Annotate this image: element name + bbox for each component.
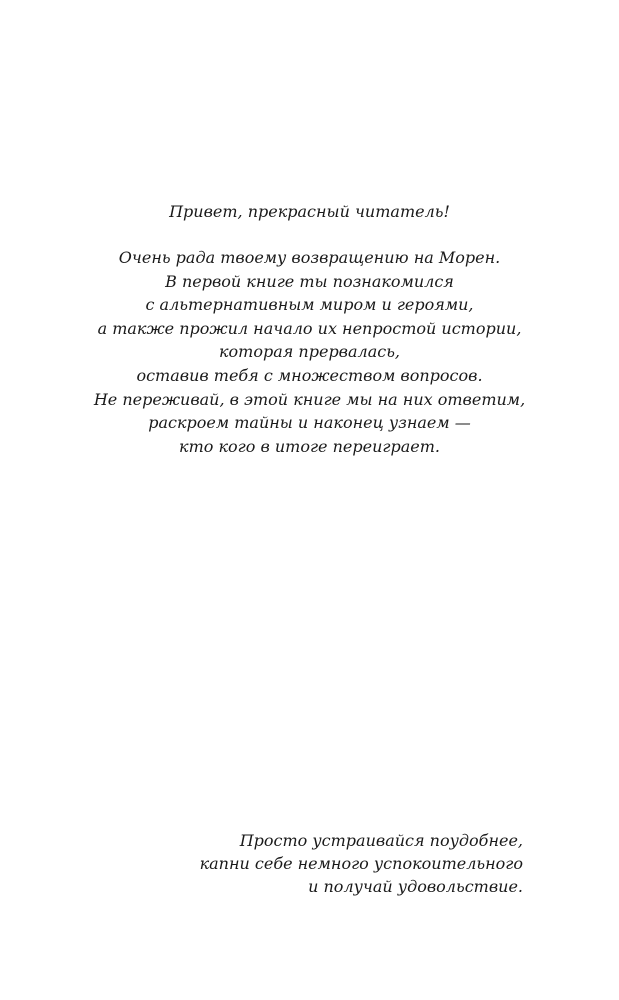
closing-paragraph: [200, 829, 523, 898]
intro-line: В первой книге ты познакомился: [165, 271, 454, 291]
intro-line: кто кого в итоге переиграет.: [179, 436, 440, 456]
intro-line: которая прервалась,: [218, 342, 401, 362]
closing-line: капни себе немного успокоительного: [199, 854, 523, 873]
intro-line: Очень рада твоему возвращению на Морен.: [118, 248, 501, 267]
closing-line: Просто устраивайся поудобнее,: [239, 831, 523, 850]
closing-line: и получай удовольствие.: [308, 877, 523, 896]
intro-line: с альтернативным миром и героями,: [145, 295, 474, 315]
intro-line: а также прожил начало их непростой истории,: [97, 318, 522, 338]
intro-paragraph: [0, 246, 619, 458]
intro-line: оставив тебя с множеством вопросов.: [136, 365, 483, 385]
intro-line: Не переживай, в этой книге мы на них ответим,: [93, 389, 526, 409]
intro-line: раскроем тайны и наконец узнаем —: [148, 413, 471, 433]
greeting-line: Привет, прекрасный читатель!: [169, 202, 450, 221]
